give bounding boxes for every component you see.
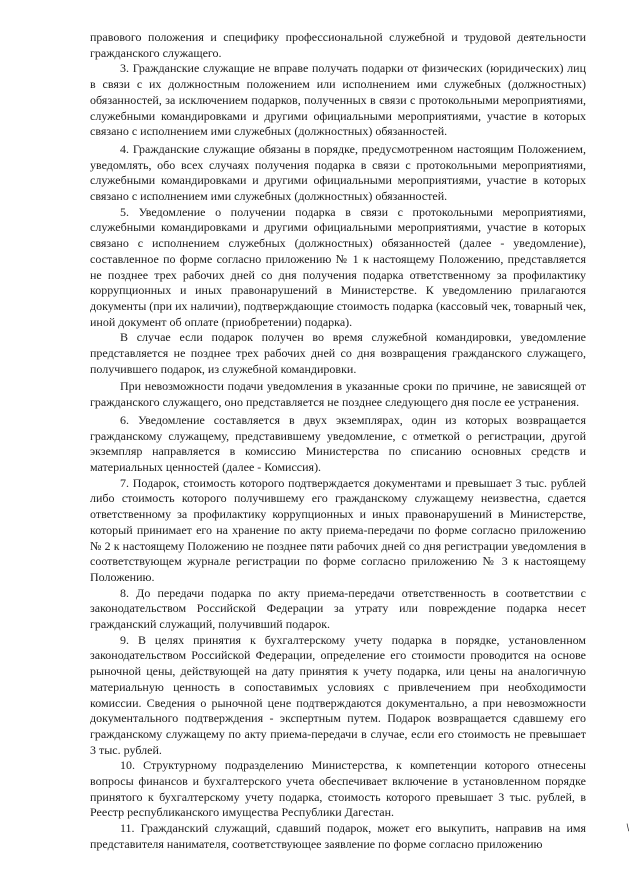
paragraph-10: 10. Структурному подразделению Министерства, к компетенции которого отнесены вопросы финансов и бухгалтерского учета обеспечивает включение в установленном порядке принятого к бухгалтерскому учету подарка, стоимость которого превышает 3 тыс. рублей, в Реестр республиканского имущества Республики Дагестан. <box>90 758 586 820</box>
paragraph-6: 6. Уведомление составляется в двух экземплярах, один из которых возвращается гражданскому служащему, представившему уведомление, с отметкой о регистрации, другой экземпляр направляется в комиссию Министерства по списанию основных средств и материальных ценностей (далее - Комиссия). <box>90 412 586 474</box>
paragraph-8: 8. До передачи подарка по акту приема-передачи ответственность в соответствии с законодательством Российской Федерации за утрату или повреждение подарка несет гражданский служащий, получивший подарок. <box>90 585 586 632</box>
paragraph-5: 5. Уведомление о получении подарка в связи с протокольными мероприятиями, служебными командировками и другими официальными мероприятиями, участие в которых связано с исполнением служебных (должностных) обязанностей (далее - уведомление), составленное по форме согласно приложению № 1 к настоящему Положению, представляется не позднее трех рабочих дней со дня получения подарка ответственному за профилактику коррупционных и иных правонарушений в Министерстве. К уведомлению прилагаются документы (при их наличии), подтверждающие стоимость подарка (кассовый чек, товарный чек, иной документ об оплате (приобретении) подарка). <box>90 204 586 329</box>
paragraph-5-impossibility: При невозможности подачи уведомления в указанные сроки по причине, не зависящей от гражданского служащего, оно представляется не позднее следующего дня после ее устранения. <box>90 379 586 410</box>
paragraph-9: 9. В целях принятия к бухгалтерскому учету подарка в порядке, установленном законодательством Российской Федерации, определение его стоимости проводится на основе рыночной цены, действующей на дату принятия к учету подарка, или цены на аналогичную материальную ценность в сопоставимых условиях с привлечением при необходимости комиссии. Сведения о рыночной цене подтверждаются документально, а при невозможности документального подтверждения - экспертным путем. Подарок возвращается сдавшему его гражданскому служащему по акту приема-передачи в случае, если его стоимость не превышает 3 тыс. рублей. <box>90 632 586 757</box>
paragraph-continuation: правового положения и специфику профессиональной служебной и трудовой деятельности гражданского служащего. <box>90 30 586 60</box>
paragraph-5-business-trip: В случае если подарок получен во время служебной командировки, уведомление представляется не позднее трех рабочих дней со дня возвращения гражданского служащего, получившего подарок, из служебной командировки. <box>90 330 586 376</box>
paragraph-3: 3. Гражданские служащие не вправе получать подарки от физических (юридических) лиц в связи с их должностным положением или исполнением ими служебных (должностных) обязанностей, за исключением подарков, полученных в связи с протокольными мероприятиями, служебными командировками и другими официальными мероприятиями, участие в которых связано с исполнением ими служебных (должностных) обязанностей. <box>90 61 586 139</box>
paragraph-4: 4. Гражданские служащие обязаны в порядке, предусмотренном настоящим Положением, уведомлять, обо всех случаях получения подарка в связи с протокольными мероприятиями, служебными командировками и другими официальными мероприятиями, участие в которых связано с исполнением ими служебных (должностных) обязанностей. <box>90 141 586 204</box>
document-page <box>90 30 586 853</box>
scan-mark: / <box>624 823 633 834</box>
paragraph-7: 7. Подарок, стоимость которого подтверждается документами и превышает 3 тыс. рублей либо стоимость которого получившему его гражданскому служащему неизвестна, сдается ответственному за профилактику коррупционных и иных правонарушений в Министерстве, который принимает его на хранение по акту приема-передачи по форме согласно приложению № 2 к настоящему Положению не позднее пяти рабочих дней со дня регистрации уведомления в соответствующем журнале регистрации по форме согласно приложению № 3 к настоящему Положению. <box>90 475 586 584</box>
paragraph-11: 11. Гражданский служащий, сдавший подарок, может его выкупить, направив на имя представителя нанимателя, соответствующее заявление по форме согласно приложению <box>90 821 586 851</box>
